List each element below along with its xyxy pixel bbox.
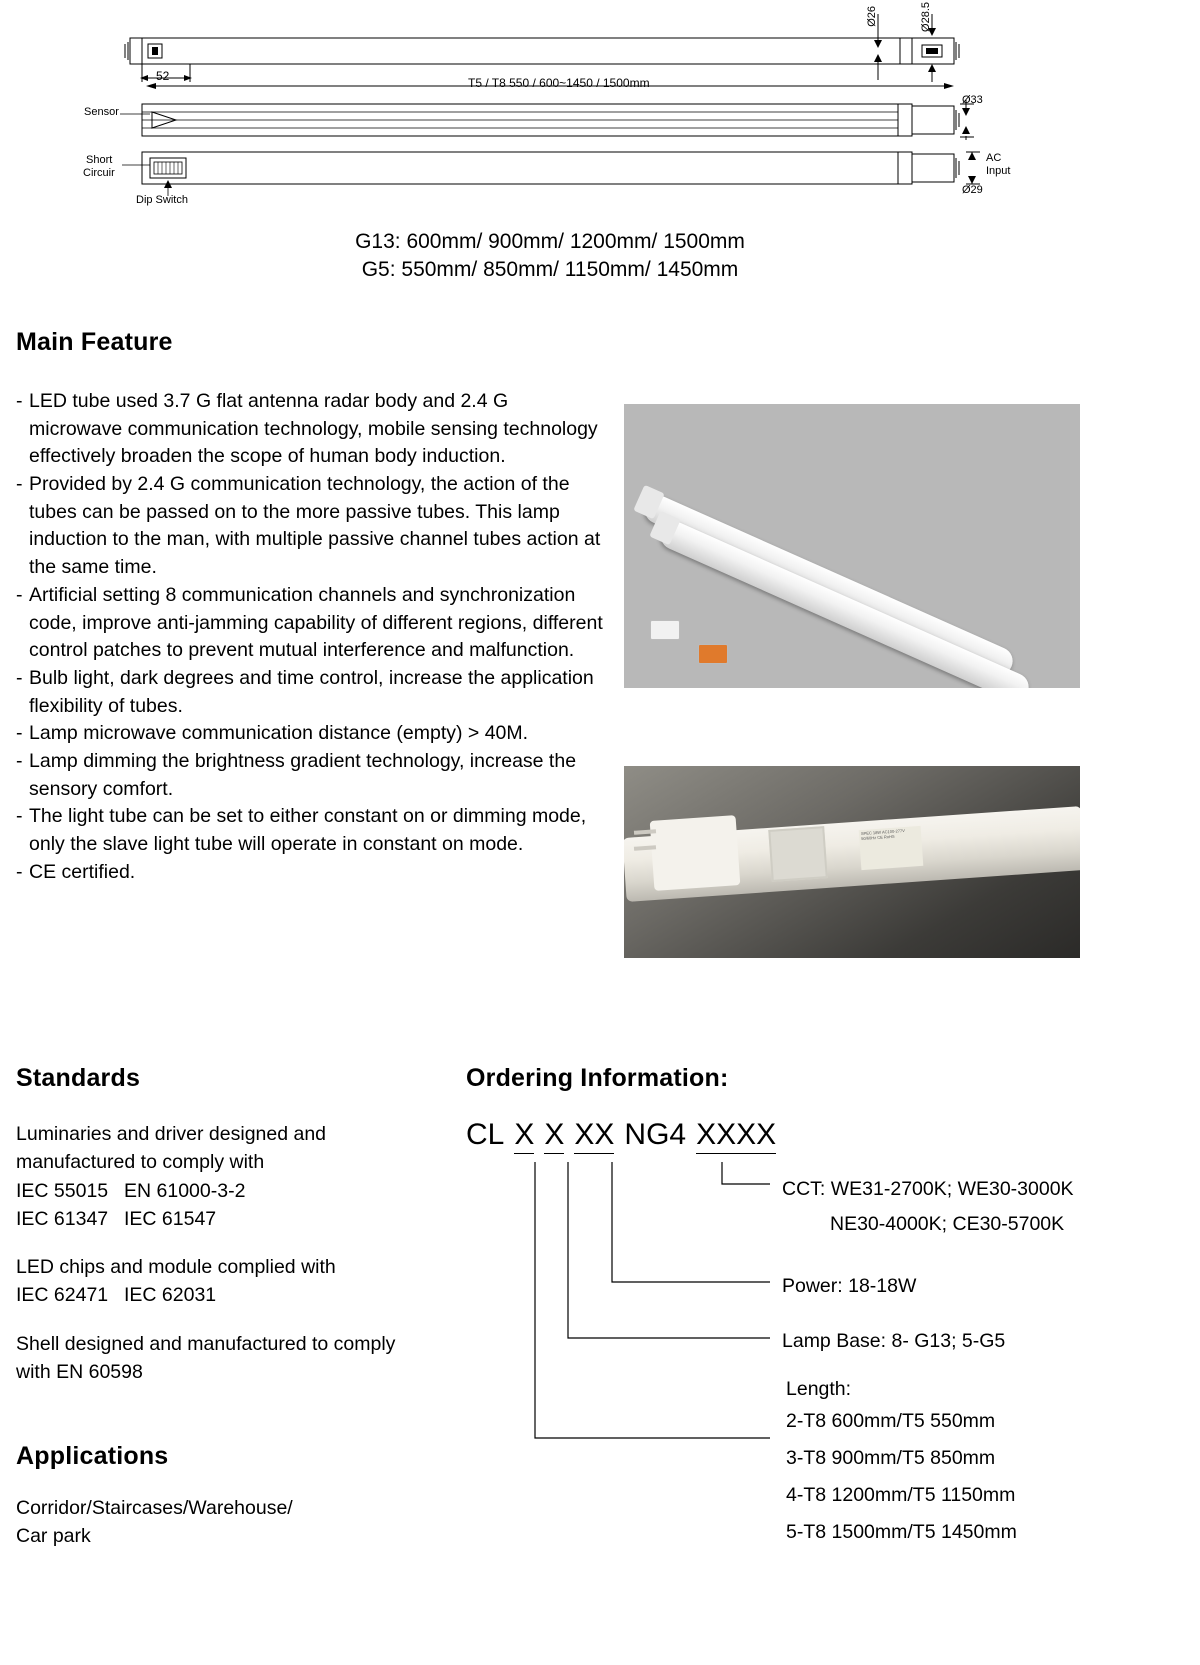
standard-code: IEC 61547 (124, 1207, 217, 1230)
code-prefix: CL (466, 1118, 505, 1151)
heading-main-feature: Main Feature (16, 328, 173, 356)
length-option: 2-T8 600mm/T5 550mm (786, 1410, 996, 1432)
list-item (16, 720, 604, 748)
label-sensor: Sensor (84, 106, 119, 118)
standard-code: IEC 62031 (124, 1284, 217, 1307)
tube-endcap (650, 815, 741, 891)
spacer (16, 1310, 486, 1330)
dim-52: 52 (156, 69, 170, 83)
product-photo-two-tubes (624, 404, 1080, 688)
heading-standards: Standards (16, 1064, 141, 1092)
drawing-svg (0, 0, 1200, 220)
sensor-window (768, 826, 827, 882)
spacer (16, 1233, 486, 1253)
ordering-cct-line-2: NE30-4000K; CE30-5700K (830, 1213, 1065, 1235)
chips-row (16, 1281, 486, 1309)
standards-intro-2: manufactured to comply with (16, 1151, 265, 1174)
bullet-dash: - (16, 805, 23, 828)
spec-label: SPEC 18W AC100-277V 50/60Hz CE RoHS (859, 826, 924, 870)
label-ac-2: Input (986, 165, 1011, 177)
label-dip-switch: Dip Switch (136, 194, 188, 206)
length-option: 4-T8 1200mm/T5 1150mm (786, 1484, 1016, 1507)
shell-line-1: Shell designed and manufactured to comply (16, 1332, 396, 1355)
feature-text: Lamp dimming the brightness gradient technology, increase the sensory comfort. (29, 749, 577, 800)
product-photo-closeup (624, 766, 1080, 958)
application-line-2: Car park (16, 1525, 91, 1548)
ordering-cct-line-1: CCT: WE31-2700K; WE30-3000K (782, 1178, 1074, 1200)
label-short-circuit-1: Short (86, 154, 113, 166)
ordering-length-options (786, 1403, 1017, 1551)
list-item (16, 748, 604, 803)
tube-sensor-box-orange (698, 644, 728, 664)
code-part-length: X (514, 1118, 534, 1154)
technical-drawing (0, 0, 1200, 220)
standard-code: IEC 55015 (16, 1179, 109, 1202)
bullet-dash: - (16, 860, 23, 883)
heading-applications: Applications (16, 1442, 169, 1470)
applications-content (16, 1494, 476, 1551)
ordering-power: Power: 18-18W (782, 1275, 917, 1297)
list-item (16, 665, 604, 720)
dim-diameter-28-5: Ø28.5 (920, 2, 932, 32)
application-line-1: Corridor/Staircases/Warehouse/ (16, 1497, 293, 1519)
code-part-power: XX (574, 1118, 614, 1154)
list-item (16, 859, 604, 887)
bullet-dash: - (16, 722, 23, 745)
dim-diameter-26: Ø26 (866, 6, 878, 27)
tube-sizes (0, 228, 1100, 285)
code-part-cct: XXXX (696, 1118, 776, 1154)
bullet-dash: - (16, 473, 23, 496)
list-item (16, 803, 604, 858)
standards-row-1 (16, 1177, 486, 1205)
bullet-dash: - (16, 583, 23, 606)
dim-diameter-29: Ø29 (962, 184, 983, 196)
sizes-g13: G13: 600mm/ 900mm/ 1200mm/ 1500mm (355, 230, 745, 253)
feature-text: Bulb light, dark degrees and time control, increase the application flexibility of tubes. (29, 666, 594, 717)
chips-intro: LED chips and module complied with (16, 1256, 336, 1279)
standard-code: EN 61000-3-2 (124, 1179, 246, 1202)
standards-content (16, 1120, 486, 1386)
code-part-lamp-base: X (544, 1118, 564, 1154)
list-item (16, 471, 604, 582)
list-item (16, 388, 604, 471)
tube-sensor-box (650, 620, 680, 640)
length-option: 5-T8 1500mm/T5 1450mm (786, 1521, 1017, 1544)
feature-text: Artificial setting 8 communication channels and synchronization code, improve anti-jamming capability of different regions, different control patches to prevent mutual interference and malfunction. (29, 583, 603, 662)
sizes-g5: G5: 550mm/ 850mm/ 1150mm/ 1450mm (361, 258, 739, 282)
standard-code: IEC 62471 (16, 1284, 109, 1307)
standards-row-2 (16, 1205, 486, 1233)
heading-ordering-information: Ordering Information: (466, 1064, 729, 1092)
ordering-lamp-base: Lamp Base: 8- G13; 5-G5 (782, 1330, 1006, 1352)
list-item (16, 582, 604, 665)
feature-text: Provided by 2.4 G communication technology, the action of the tubes can be passed on to the more passive tubes. This lamp induction to the man, with multiple passive channel tubes action at the same time. (29, 473, 601, 579)
bullet-dash: - (16, 390, 23, 412)
label-short-circuit-2: Circuir (83, 167, 115, 179)
bullet-dash: - (16, 749, 23, 772)
dim-diameter-33: Ø33 (962, 94, 983, 106)
feature-text: LED tube used 3.7 G flat antenna radar body and 2.4 G microwave communication technology, mobile sensing technology effectively broaden the scope of human body induction. (29, 390, 598, 468)
bullet-dash: - (16, 666, 23, 689)
feature-text: CE certified. (29, 860, 136, 883)
dim-length-note: T5 / T8 550 / 600~1450 / 1500mm (468, 76, 650, 90)
ordering-length-title: Length: (786, 1378, 852, 1400)
length-option: 3-T8 900mm/T5 850mm (786, 1447, 996, 1470)
feature-text: Lamp microwave communication distance (empty) > 40M. (29, 722, 529, 745)
label-ac-1: AC (986, 152, 1002, 164)
standards-intro-1: Luminaries and driver designed and (16, 1123, 327, 1145)
standard-code: IEC 61347 (16, 1207, 109, 1230)
code-part-series: NG4 (624, 1118, 687, 1151)
feature-text: The light tube can be set to either constant on or dimming mode, only the slave light tube will operate in constant on mode. (29, 805, 587, 855)
main-feature-list (16, 388, 604, 886)
shell-line-2: with EN 60598 (16, 1360, 143, 1383)
